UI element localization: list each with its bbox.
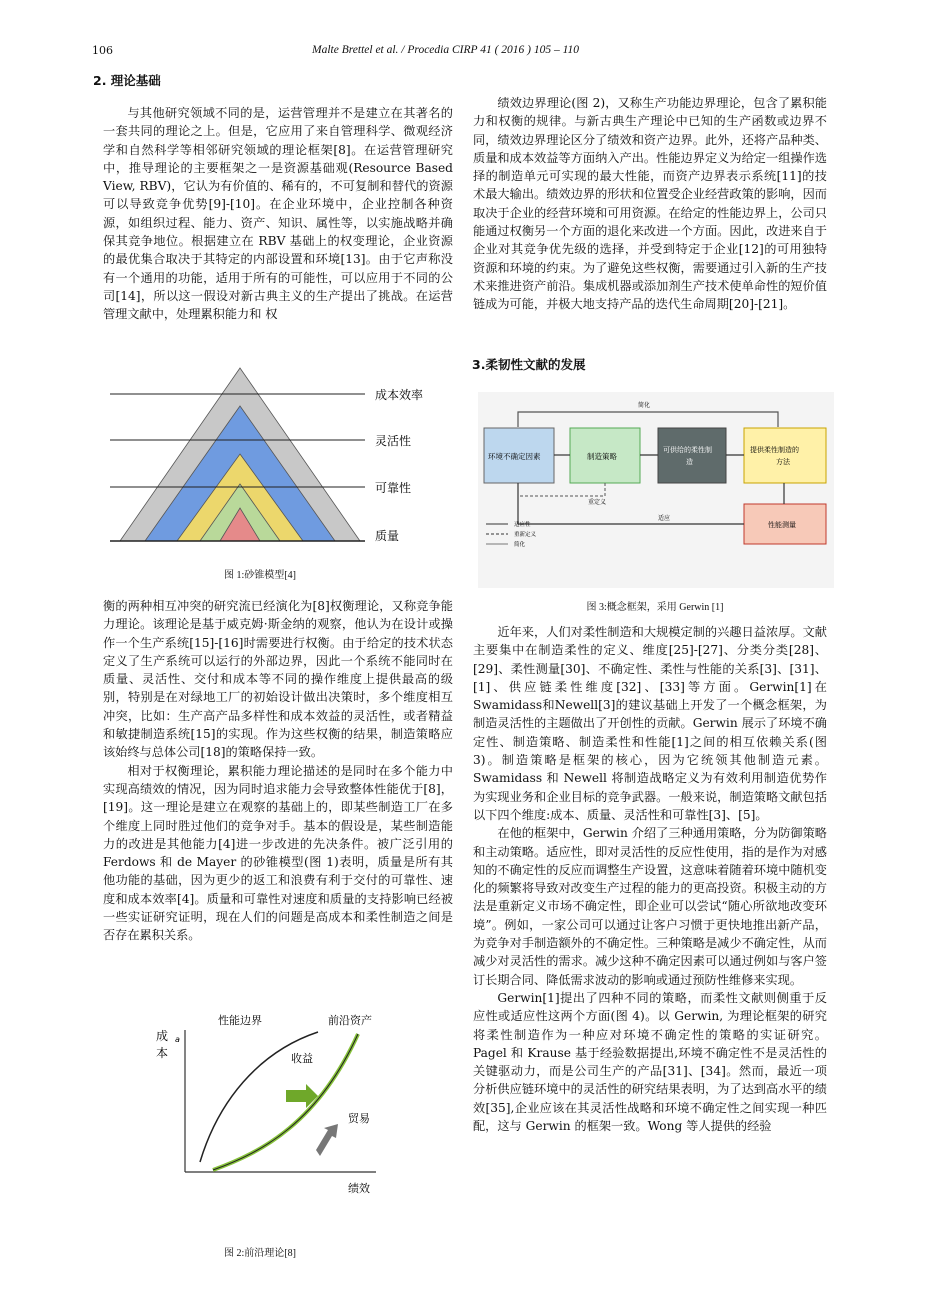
section-2-title: 2. 理论基础 — [93, 73, 161, 88]
section-3-title: 3.柔韧性文献的发展 — [472, 357, 586, 372]
y-axis-label-2: 本 — [156, 1046, 169, 1060]
legend-adapt: 适应性 — [514, 522, 531, 528]
label-trade: 贸易 — [348, 1112, 370, 1125]
figure-3-conceptual-framework — [478, 392, 834, 588]
legend-redefine: 重新定义 — [514, 532, 537, 538]
arrow-simplify-label: 简化 — [638, 402, 651, 409]
label-asset-frontier: 前沿资产 — [328, 1014, 372, 1027]
journal-citation: Malte Brettel et al. / Procedia CIRP 41 ( 2016 ) 105 – 110 — [312, 44, 580, 56]
label-performance-frontier: 性能边界 — [218, 1014, 262, 1027]
figure-3-caption: 图 3:概念框架，采用 Gerwin [1] — [586, 602, 724, 613]
box4-text-b: 方法 — [776, 458, 790, 466]
arrow-adapt-label: 适应 — [658, 515, 671, 522]
arrow-redefine-label: 重定义 — [588, 499, 607, 506]
figure-2-caption: 图 2:前沿理论[8] — [224, 1248, 296, 1259]
box3-text-a: 可供给的柔性制 — [663, 446, 712, 454]
box2-text: 制造策略 — [587, 452, 617, 461]
y-axis-label-1: 成 — [156, 1029, 169, 1043]
asset-frontier-curve — [213, 1034, 358, 1170]
box-flexibility-methods — [744, 428, 826, 483]
section-2-right-paragraph: 绩效边界理论(图 2)，又称生产功能边界理论，包含了累积能力和权衡的规律。与新古典生产理论中已知的生产函数或边界不同，绩效边界理论区分了绩效和资产边界。此外，还将产品种类、质量和成本效益等方面纳入产出。性能边界定义为给定一组操作选择的制造单元可实现的最大性能，而资产边界表示系统[11]的技术最大输出。绩效边界的形状和位置受企业经营政策的影响，因而取决于企业的经营环境和可用资源。在给定的性能边界上，公司只能通过权衡另一个方面的退化来改进一个方面。因此，改进来自于企业对其竞争优先级的选择，并受到特定于企业[12]的可用独特资源和环境的约束。为了避免这些权衡，需要通过引入新的生产技术来推进资产前沿。集成机器或添加剂生产技术使单命性的短价值链成为可能，并极大地支持产品的迭代生命周期[20]-[21]。 — [473, 96, 827, 312]
figure-2-frontier-theory — [148, 1012, 408, 1202]
box3-text-b: 造 — [686, 458, 693, 466]
x-axis-label: 绩效 — [348, 1182, 370, 1195]
axis-glyph: a — [175, 1035, 180, 1044]
section-3-paragraphs: 近年来，人们对柔性制造和大规模定制的兴趣日益浓厚。文献主要集中在制造柔性的定义、维度[25]-[27]、分类分类[28]、[29]、柔性测量[30]、不确定性、柔性与性能的关系[3]、[31]、[1]、供应链柔性维度[32]、[33]等方面。Gerwin[1]在Swamidass和Newell[3]的建议基础上开发了一个概念框架，为制造灵活性的主题做出了开创性的贡献。Gerwin 展示了环境不确定性、制造策略、制造柔性和性能[1]之间的相互依赖关系(图 3)。制造策略是框架的核心，因为它统领其他制造元素。Swamidass 和 Newell 将制造战略定义为有效利用制造优势作为实现业务和企业目标的竞争武器。一般来说，制造策略文献包括以下四个维度:成本、质量、灵活性和可靠性[3]、[5]。 在他的框架中，Gerwin 介绍了三种通用策略，分为防御策略和主动策略。适应性，即对灵活性的反应性使用，指的是作为对感知的不确定性的反应而调整生产设置，这意味着随着环境中随机变化的频繁将导致对改变生产过程的能力的更高投资。积极主动的方法是重新定义市场不确定性，即企业可以尝试“随心所欲地改变环境”。例如，一家公司可以通过让客户习惯于更快地推出新产品，为竞争对手制造额外的不确定性。三种策略是减少不确定性，从而减少对灵活性的需求。减少这种不确定因素可以通过例如与客户签订长期合同、降低需求波动的影响或通过预防性维修来实现。 Gerwin[1]提出了四种不同的策略，而柔性文献则侧重于反应性或适应性这两个方面(图 4)。以 Gerwin, 为理论框架的研究将柔性制造作为一种应对环境不确定性的策略的实证研究。 Pagel 和 Krause 基于经验数据提出,环境不确定性不是灵活性的关键驱动力，而是公司生产的产品[31]、[34]。然而，最近一项分析供应链环境中的灵活性的研究结果表明，为了达到高水平的绩效[35],企业应该在其灵活性战略和环境不确定性之间实现一种匹配，这与 Gerwin 的框架一致。Wong 等人提供的经验 — [473, 625, 827, 1134]
box4-text-a: 提供柔性制造的 — [750, 446, 799, 454]
box-available-flexibility — [658, 428, 726, 483]
figure-1-sand-cone — [110, 366, 430, 551]
cone-label-quality: 质量 — [375, 529, 400, 543]
cone-label-flexibility: 灵活性 — [375, 434, 412, 448]
box5-text: 性能测量 — [768, 521, 796, 529]
figure-1-caption: 图 1:砂锥模型[4] — [224, 570, 296, 581]
trade-arrow-icon — [316, 1124, 338, 1156]
cone-label-reliability: 可靠性 — [375, 481, 412, 495]
label-gain: 收益 — [291, 1052, 313, 1065]
legend-simplify: 简化 — [514, 542, 526, 548]
cone-label-cost: 成本效率 — [375, 388, 424, 402]
page-number: 106 — [92, 44, 113, 57]
box1-text: 环境不确定因素 — [488, 452, 541, 461]
section-2-paragraph-1: 与其他研究领域不同的是，运营管理并不是建立在其著名的一套共同的理论之上。但是，它应用了来自管理科学、微观经济学和自然科学等相邻研究领域的理论框架[8]。在运营管理研究中，推导理论的主要框架之一是资源基础观(Resource Based View, RBV)，它认为有价值的、稀有的，不可复制和替代的资源可以导致竞争优势[9]-[10]。在企业环境中，企业控制各种资源，如组织过程、能力、资产、知识、属性等，以实施战略并确保其竞争地位。根据建立在 RBV 基础上的权变理论，企业资源的最优集合取决于其特定的内部设置和环境[13]。由于它声称没有一个通用的功能，适用于所有的可能性，可以应用于不同的公司[14]，所以这一假设对新古典主义的生产提出了挑战。在运营管理文献中，处理累积能力和 权 — [103, 106, 453, 322]
section-2-paragraphs-2-3: 衡的两种相互冲突的研究流已经演化为[8]权衡理论，又称竞争能力理论。该理论是基于威克姆·斯金纳的观察，他认为在设计或操作一个生产系统[15]-[16]时需要进行权衡。由于给定的技术状态定义了生产系统可以运行的外部边界，因此一个系统不能同时在质量、灵活性、交付和成本等不同的操作维度上提供最高的级别，特别是在对绿地工厂的初始设计做出决策时，多个维度相互冲突，比如：生产高产品多样性和成本效益的灵活性，或者精益和敏捷制造系统[15]的实现。作为这些权衡的结果，制造策略应该始终与总体公司[18]的策略保持一致。 相对于权衡理论，累积能力理论描述的是同时在多个能力中实现高绩效的情况，因为同时追求能力会导致整体性能优于[8]，[19]。这一理论是建立在观察的基础上的，即某些制造工厂在多个维度上同时胜过他们的竞争对手。基本的假设是，某些制造能力的改进是其他能力[4]进一步改进的先决条件。被广泛引用的 Ferdows 和 de Mayer 的砂锥模型(图 1)表明，质量是所有其他功能的基础，因为更少的返工和浪费有利于交付的可靠性、速度和成本效率[4]。质量和可靠性对速度和质量的支持影响已经被一些实证研究证明，现在人们的问题是高成本和柔性制造之间是否存在累积关系。 — [103, 599, 453, 943]
